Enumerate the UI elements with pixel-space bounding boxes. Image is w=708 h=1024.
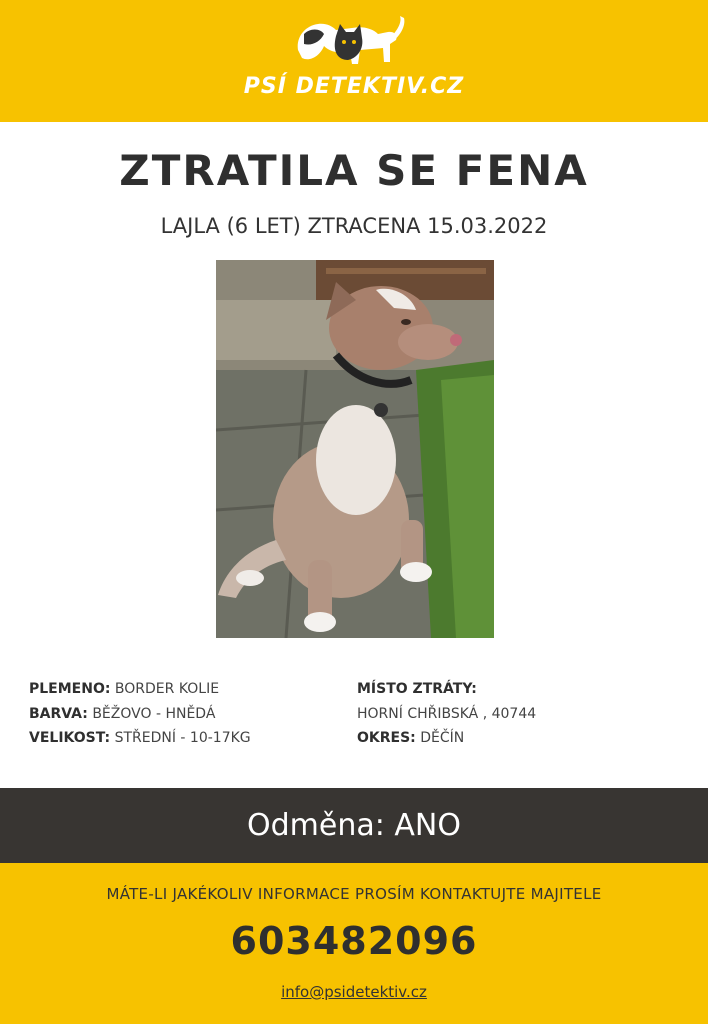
phone-number[interactable]: 603482096: [230, 919, 478, 963]
detail-label: VELIKOST:: [29, 730, 111, 746]
detail-size: [29, 726, 251, 751]
email-link[interactable]: info@psidetektiv.cz: [281, 983, 427, 1001]
detail-label: OKRES:: [357, 730, 416, 746]
detail-loss-place: [357, 677, 536, 702]
header-bar: [0, 0, 708, 122]
detail-value: HORNÍ CHŘIBSKÁ , 40744: [357, 705, 537, 722]
dog-photo-illustration: [216, 260, 494, 638]
brand-name: PSÍ DETEKTIV.CZ: [243, 74, 465, 99]
reward-banner: Odměna: ANO: [0, 788, 708, 863]
detail-color: [29, 702, 251, 727]
detail-address: [357, 702, 536, 727]
detail-breed: [29, 677, 251, 702]
detail-value: STŘEDNÍ - 10-17KG: [114, 730, 251, 746]
contact-footer: [0, 863, 708, 1024]
detail-value: BORDER KOLIE: [114, 681, 220, 697]
details-right-column: [357, 677, 536, 751]
detail-label: BARVA:: [29, 705, 88, 722]
details-left-column: [29, 677, 251, 751]
detail-district: [357, 726, 536, 751]
detail-value: DĚČÍN: [420, 730, 465, 746]
detail-label: PLEMENO:: [29, 681, 111, 697]
dog-photo: [216, 260, 494, 638]
detail-value: BĚŽOVO - HNĚDÁ: [92, 705, 216, 722]
poster-subtitle: LAJLA (6 LET) ZTRACENA 15.03.2022: [160, 214, 548, 238]
dog-and-cat-logo-icon: [290, 12, 410, 72]
poster-title: ZTRATILA SE FENA: [119, 146, 589, 195]
detail-label: MÍSTO ZTRÁTY:: [357, 681, 477, 697]
contact-note: MÁTE-LI JAKÉKOLIV INFORMACE PROSÍM KONTAKTUJTE MAJITELE: [106, 885, 602, 903]
